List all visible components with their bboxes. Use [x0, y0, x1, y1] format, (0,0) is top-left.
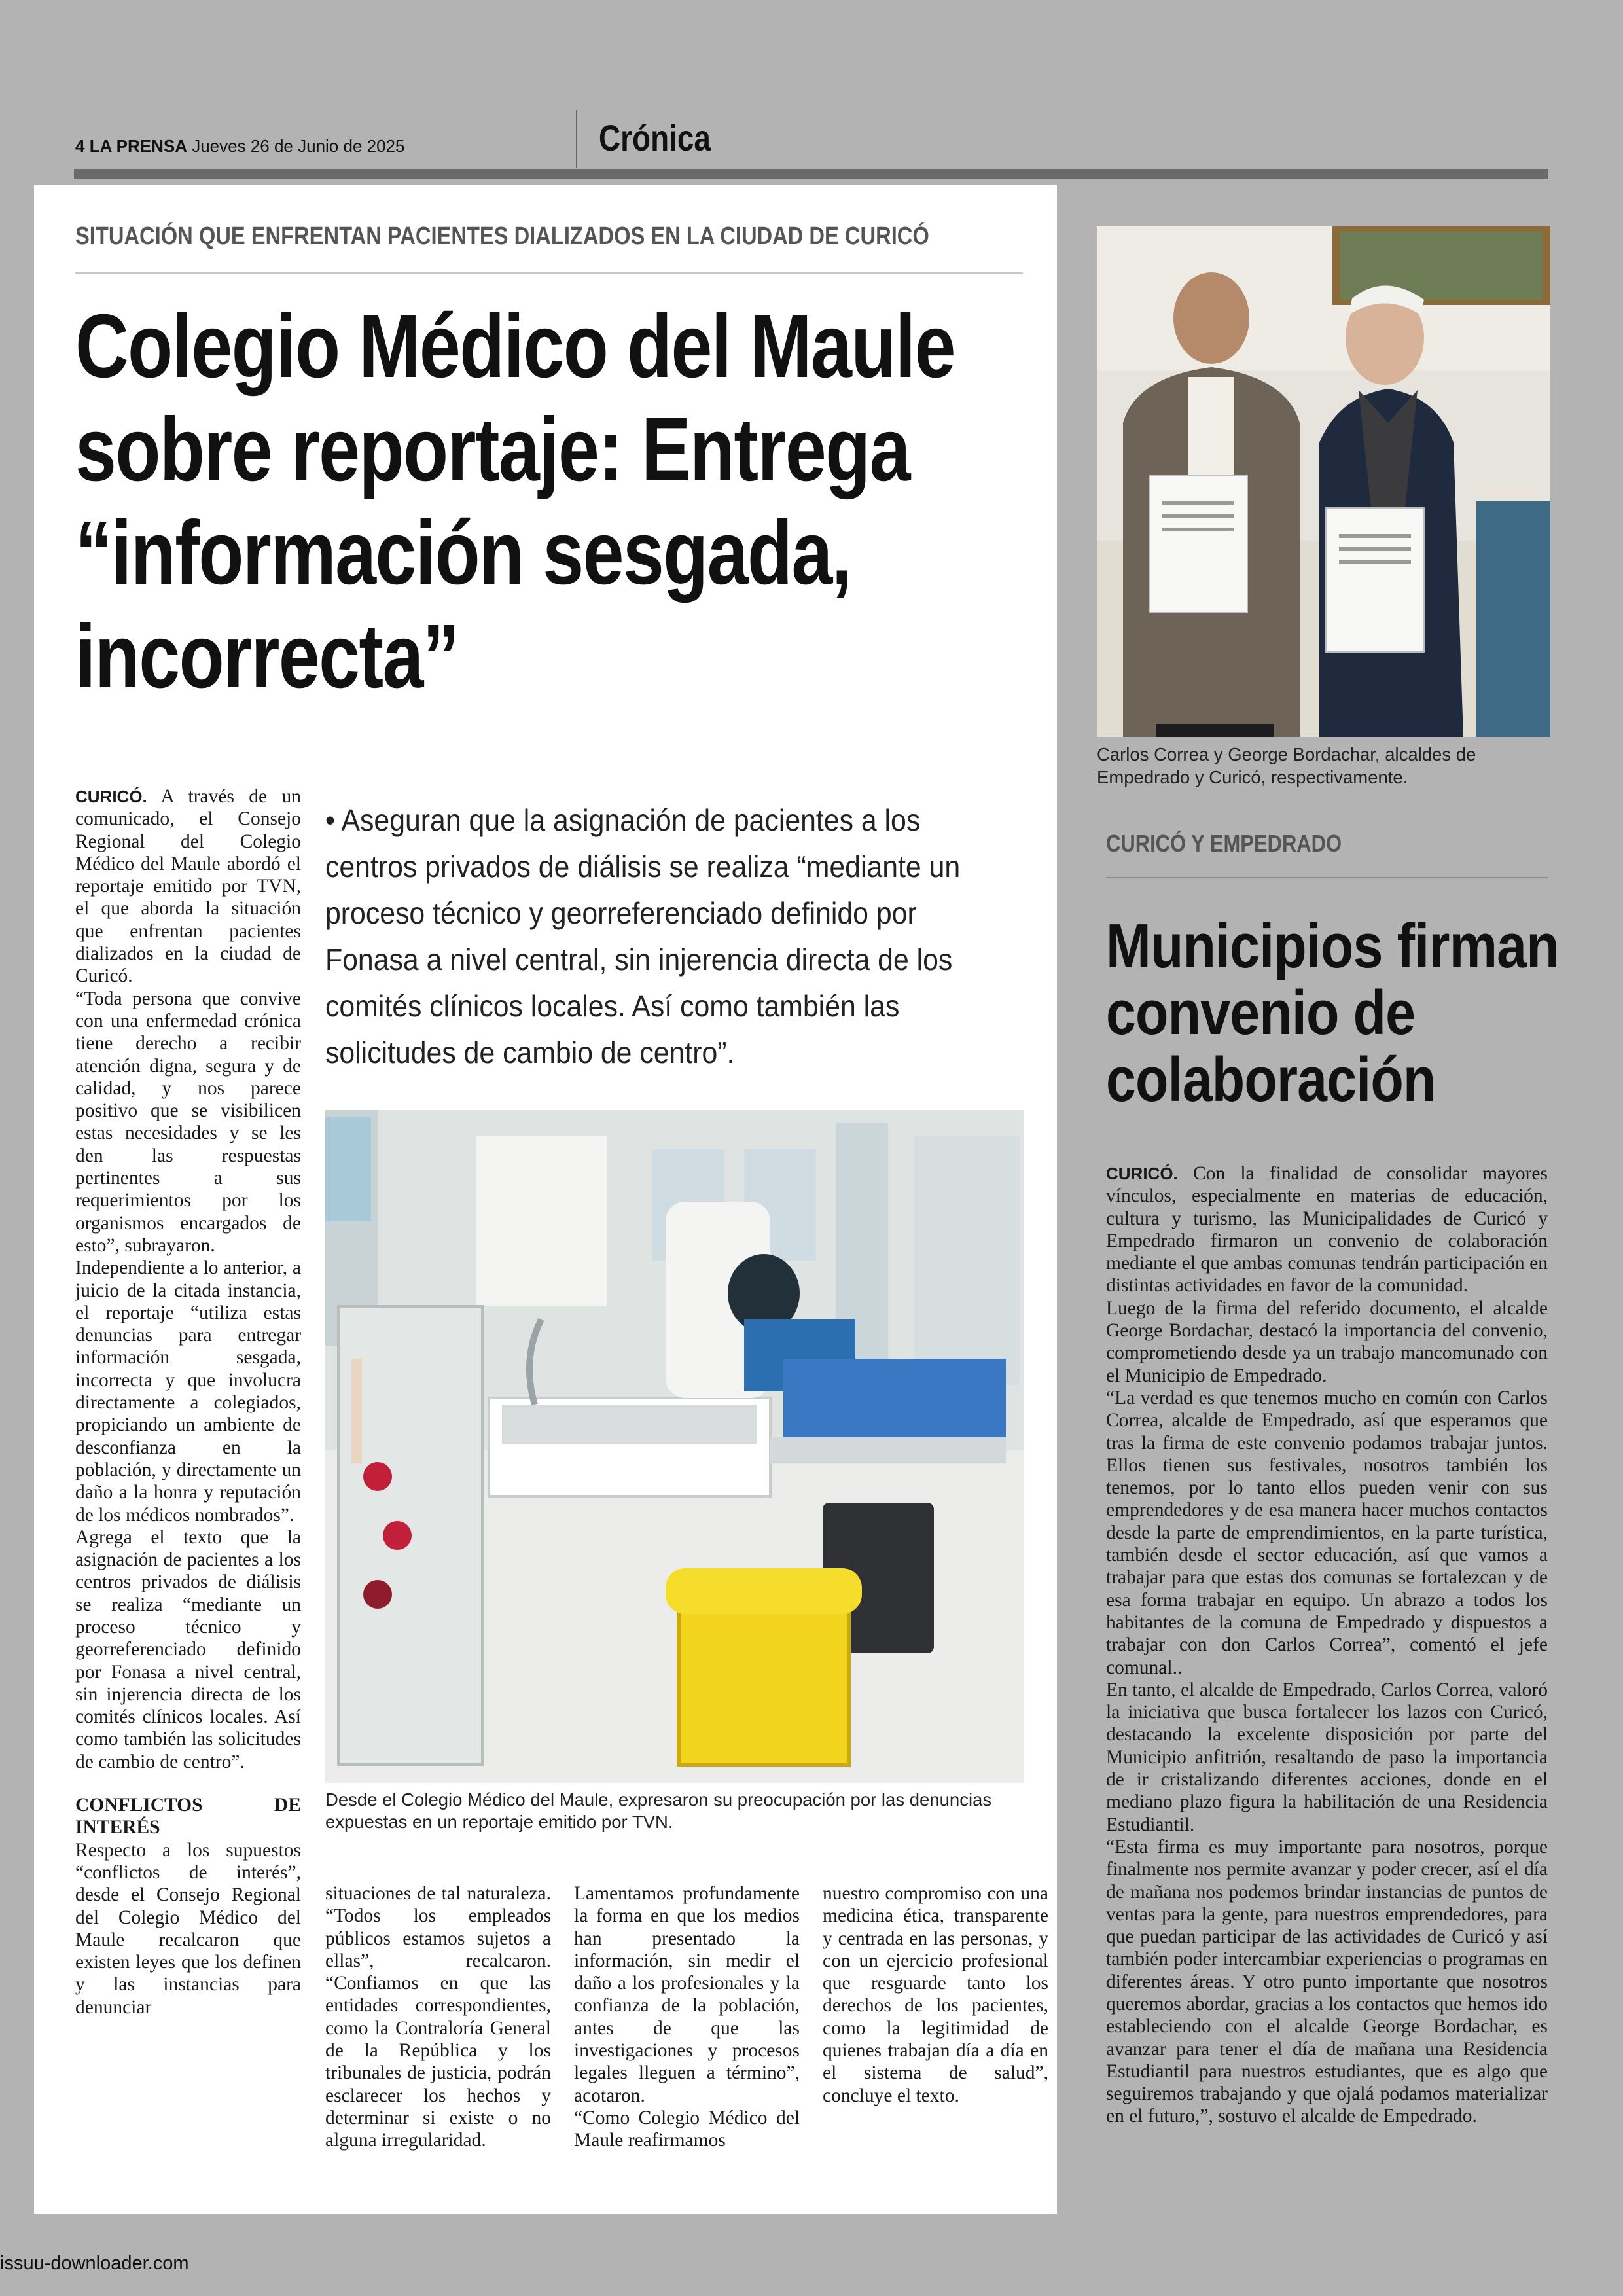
- kicker-rule: [75, 272, 1023, 274]
- main-column-4: [823, 1882, 1048, 2107]
- paragraph: “Toda persona que convive con una enfermedad crónica tiene derecho a recibir atención digna, segura y de calidad, y nos parece positivo que se visibilicen estas necesidades y se les den las respuestas pertinentes a sus requerimientos por los organismos encargados de esto”, subrayaron.: [75, 988, 301, 1256]
- paragraph: En tanto, el alcalde de Empedrado, Carlos Correa, valoró la iniciativa que busca fortalecer los lazos con Curicó, destacando la excelente disposición por parte del Municipio anfitrión, resaltando de paso la importancia de ir cristalizando diferentes acciones, donde en el mediano plazo figura la habilitación de una Residencia Estudiantil.: [1106, 1679, 1548, 1835]
- paragraph: CURICÓ. A través de un comunicado, el Consejo Regional del Colegio Médico del Maule abordó el reportaje emitido por TVN, el que aborda la situación que enfrentan pacientes dializados en la ciudad de Curicó.: [75, 786, 301, 987]
- section-title: Crónica: [599, 117, 711, 158]
- side-kicker-rule: [1106, 877, 1548, 878]
- paragraph: nuestro compromiso con una medicina ética, transparente y centrada en las personas, y con un ejercicio profesional que resguarde tanto los derechos de los pacientes, como la legitimidad de quienes trabajan día a día en el sistema de salud”, concluye el texto.: [823, 1883, 1048, 2106]
- newspaper-name: LA PRENSA: [89, 136, 187, 156]
- dateline: CURICÓ.: [1106, 1164, 1178, 1183]
- header-divider: [576, 110, 577, 168]
- main-column-3: [574, 1882, 800, 2152]
- main-column-2: [325, 1882, 551, 2152]
- main-kicker: SITUACIÓN QUE ENFRENTAN PACIENTES DIALIZADOS EN LA CIUDAD DE CURICÓ: [75, 223, 929, 250]
- side-article-body: [1106, 1162, 1548, 2128]
- page-number: 4: [75, 136, 85, 156]
- dateline: CURICÓ.: [75, 787, 147, 806]
- mayors-photo: [1097, 226, 1550, 737]
- highlight-bullet: • Aseguran que la asignación de pacientes a los centros privados de diálisis se realiza “mediante un proceso técnico y georreferenciado definido por Fonasa a nivel central, sin injerencia directa de los comités clínicos locales. Así como también las solicitudes de cambio de centro”.: [325, 803, 961, 1069]
- paragraph: Agrega el texto que la asignación de pacientes a los centros privados de diálisis se realiza “mediante un proceso técnico y georreferenciado definido por Fonasa a nivel central, sin injerencia directa de los comités clínicos locales. Así como también las solicitudes de cambio de centro”.: [75, 1526, 301, 1772]
- side-kicker: CURICÓ Y EMPEDRADO: [1106, 830, 1342, 857]
- paragraph: Luego de la firma del referido documento, el alcalde George Bordachar, destacó la importancia del convenio, comprometiendo desde ya un trabajo mancomunado con el Municipio de Empedrado.: [1106, 1297, 1548, 1386]
- side-photo-caption: Carlos Correa y George Bordachar, alcaldes de Empedrado y Curicó, respectivamente.: [1097, 744, 1476, 787]
- side-headline: Municipios firman convenio de colaboración: [1106, 911, 1559, 1115]
- paragraph: Respecto a los supuestos “conflictos de interés”, desde el Consejo Regional del Colegio Médico del Maule recalcaron que existen leyes que los definen y las instancias para denunciar: [75, 1839, 301, 2018]
- paragraph: “Como Colegio Médico del Maule reafirmamos: [574, 2107, 800, 2151]
- page-header: [75, 136, 404, 156]
- paragraph: “La verdad es que tenemos mucho en común con Carlos Correa, alcalde de Empedrado, así que esperamos que tras la firma de este convenio podamos trabajar juntos. Ellos tienen sus festivales, nosotros también los tenemos, por lo tanto ellos pueden venir con sus emprendedores y de esa manera hacer muchos contactos desde la parte de emprendimientos, en la parte turística, también desde el sector educación, así que vamos a trabajar para que estas dos comunas se fortalezcan y de esa forma trabajar en equipo. Un abrazo a todos los habitantes de la comuna de Empedrado y dispuestos a trabajar con don Carlos Correa”, comentó el jefe comunal..: [1106, 1387, 1548, 1678]
- paragraph: “Esta firma es muy importante para nosotros, porque finalmente nos permite avanzar y poder crecer, así el día de mañana nos podemos brindar instancias de puntos de ventas para la gente, para nuestros emprendedores, para que puedan participar de las actividades de Curicó y así también poder intercambiar experiencias o programas en diferentes áreas. Y otro punto importante que nosotros queremos abordar, gracias a los contactos que hemos ido estableciendo con el alcalde George Bordachar, es avanzar para tener el día de mañana una Residencia Estudiantil para nuestros estudiantes, que es algo que seguiremos trabajando y que ojalá podamos materializar en el futuro,”, sostuvo el alcalde de Empedrado.: [1106, 1836, 1548, 2127]
- paragraph: Independiente a lo anterior, a juicio de la citada instancia, el reportaje “utiliza estas denuncias para entregar información sesgada, incorrecta y que involucra directamente a colegiados, propiciando un ambiente de desconfianza en la población, y directamente un daño a la honra y reputación de los médicos nombrados”.: [75, 1257, 301, 1526]
- top-rule: [74, 169, 1548, 179]
- main-column-1: [75, 785, 301, 2018]
- paragraph: Lamentamos profundamente la forma en que los medios han presentado la información, sin medir el daño a los profesionales y la confianza de la población, antes de que las investigaciones y procesos legales lleguen a término”, acotaron.: [574, 1883, 800, 2106]
- main-headline: Colegio Médico del Maule sobre reportaje: Entrega “información sesgada, incorrecta”: [75, 296, 955, 707]
- watermark: issuu-downloader.com: [0, 2253, 189, 2274]
- subheading: CONFLICTOS DE INTERÉS: [75, 1795, 301, 1839]
- paragraph: CURICÓ. Con la finalidad de consolidar mayores vínculos, especialmente en materias de educación, cultura y turismo, las Municipalidades de Curicó y Empedrado firmaron un convenio de colaboración mediante el que ambas comunas tendrán participación en distintas actividades en favor de la comunidad.: [1106, 1163, 1548, 1297]
- main-photo-caption: Desde el Colegio Médico del Maule, expresaron su preocupación por las denuncias expuestas en un reportaje emitido por TVN.: [325, 1789, 992, 1832]
- paragraph: situaciones de tal naturaleza. “Todos los empleados públicos estamos sujetos a ellas”, recalcaron. “Confiamos en que las entidades correspondientes, como la Contraloría General de la República y los tribunales de justicia, podrán esclarecer los hechos y determinar si existe o no alguna irregularidad.: [325, 1883, 551, 2151]
- dialysis-room-photo: [325, 1110, 1024, 1783]
- issue-date: Jueves 26 de Junio de 2025: [192, 136, 405, 156]
